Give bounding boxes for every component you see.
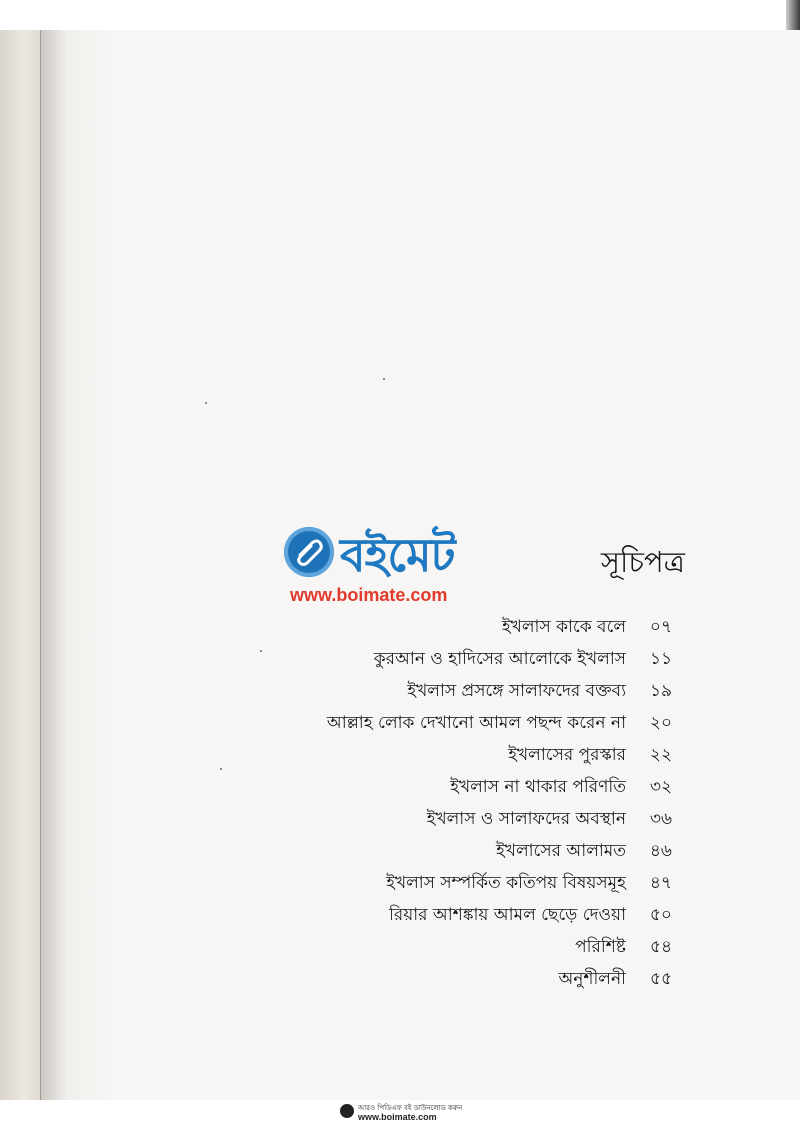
toc-entry xyxy=(230,868,682,900)
toc-entry-page: ৩২ xyxy=(649,777,672,797)
toc-entry-title: ইখলাস সম্পর্কিত কতিপয় বিষয়সমূহ xyxy=(386,873,626,893)
page-title: সূচিপত্র xyxy=(600,545,685,579)
watermark-url: www.boimate.com xyxy=(290,585,448,605)
scan-speck xyxy=(383,378,385,380)
toc-entry xyxy=(230,932,682,964)
toc-entry xyxy=(230,836,682,868)
scan-speck xyxy=(220,768,222,770)
toc-entry xyxy=(230,644,682,676)
table-of-contents xyxy=(230,612,682,996)
toc-entry-title: ইখলাস না থাকার পরিণতি xyxy=(450,777,626,797)
footer-watermark xyxy=(340,1102,480,1128)
toc-entry-title: রিয়ার আশঙ্কায় আমল ছেড়ে দেওয়া xyxy=(389,905,626,925)
book-fold-shadow xyxy=(40,30,110,1102)
toc-entry xyxy=(230,708,682,740)
toc-entry-title: ইখলাস ও সালাফদের অবস্থান xyxy=(426,809,626,829)
paperclip-icon xyxy=(284,527,334,577)
footer-url: www.boimate.com xyxy=(358,1112,437,1122)
toc-entry-page: ৫৪ xyxy=(649,937,672,957)
toc-entry-page: ৩৬ xyxy=(649,809,672,829)
toc-entry xyxy=(230,612,682,644)
toc-entry xyxy=(230,740,682,772)
toc-entry xyxy=(230,900,682,932)
toc-entry-title: কুরআন ও হাদিসের আলোকে ইখলাস xyxy=(373,649,626,669)
adjacent-page-edge xyxy=(0,30,41,1102)
toc-entry-page: ৪৬ xyxy=(649,841,672,861)
toc-entry xyxy=(230,804,682,836)
scan-speck xyxy=(205,402,207,404)
top-edge xyxy=(0,0,800,30)
toc-entry-title: আল্লাহ লোক দেখানো আমল পছন্দ করেন না xyxy=(326,713,626,733)
toc-entry-title: ইখলাস কাকে বলে xyxy=(501,617,626,637)
footer-caption: আরও পিডিএফ বই ডাউনলোড করুন xyxy=(358,1104,463,1112)
toc-entry xyxy=(230,676,682,708)
toc-entry-page: ০৭ xyxy=(649,617,672,637)
toc-entry xyxy=(230,964,682,996)
toc-entry-title: ইখলাসের আলামত xyxy=(495,841,626,861)
toc-entry xyxy=(230,772,682,804)
toc-entry-page: ১১ xyxy=(649,649,672,669)
logo-icon xyxy=(340,1104,354,1118)
toc-entry-page: ৫৫ xyxy=(649,969,672,989)
toc-entry-title: ইখলাসের পুরস্কার xyxy=(508,745,626,765)
toc-entry-page: ৪৭ xyxy=(649,873,672,893)
toc-entry-title: অনুশীলনী xyxy=(558,969,626,989)
watermark-logo xyxy=(284,521,514,611)
toc-entry-title: পরিশিষ্ট xyxy=(575,937,626,957)
watermark-logo-text: বইমেট xyxy=(340,528,455,582)
toc-entry-page: ৫০ xyxy=(649,905,672,925)
toc-entry-page: ২২ xyxy=(649,745,672,765)
toc-entry-title: ইখলাস প্রসঙ্গে সালাফদের বক্তব্য xyxy=(407,681,626,701)
toc-entry-page: ২০ xyxy=(649,713,672,733)
toc-entry-page: ১৯ xyxy=(649,681,672,701)
